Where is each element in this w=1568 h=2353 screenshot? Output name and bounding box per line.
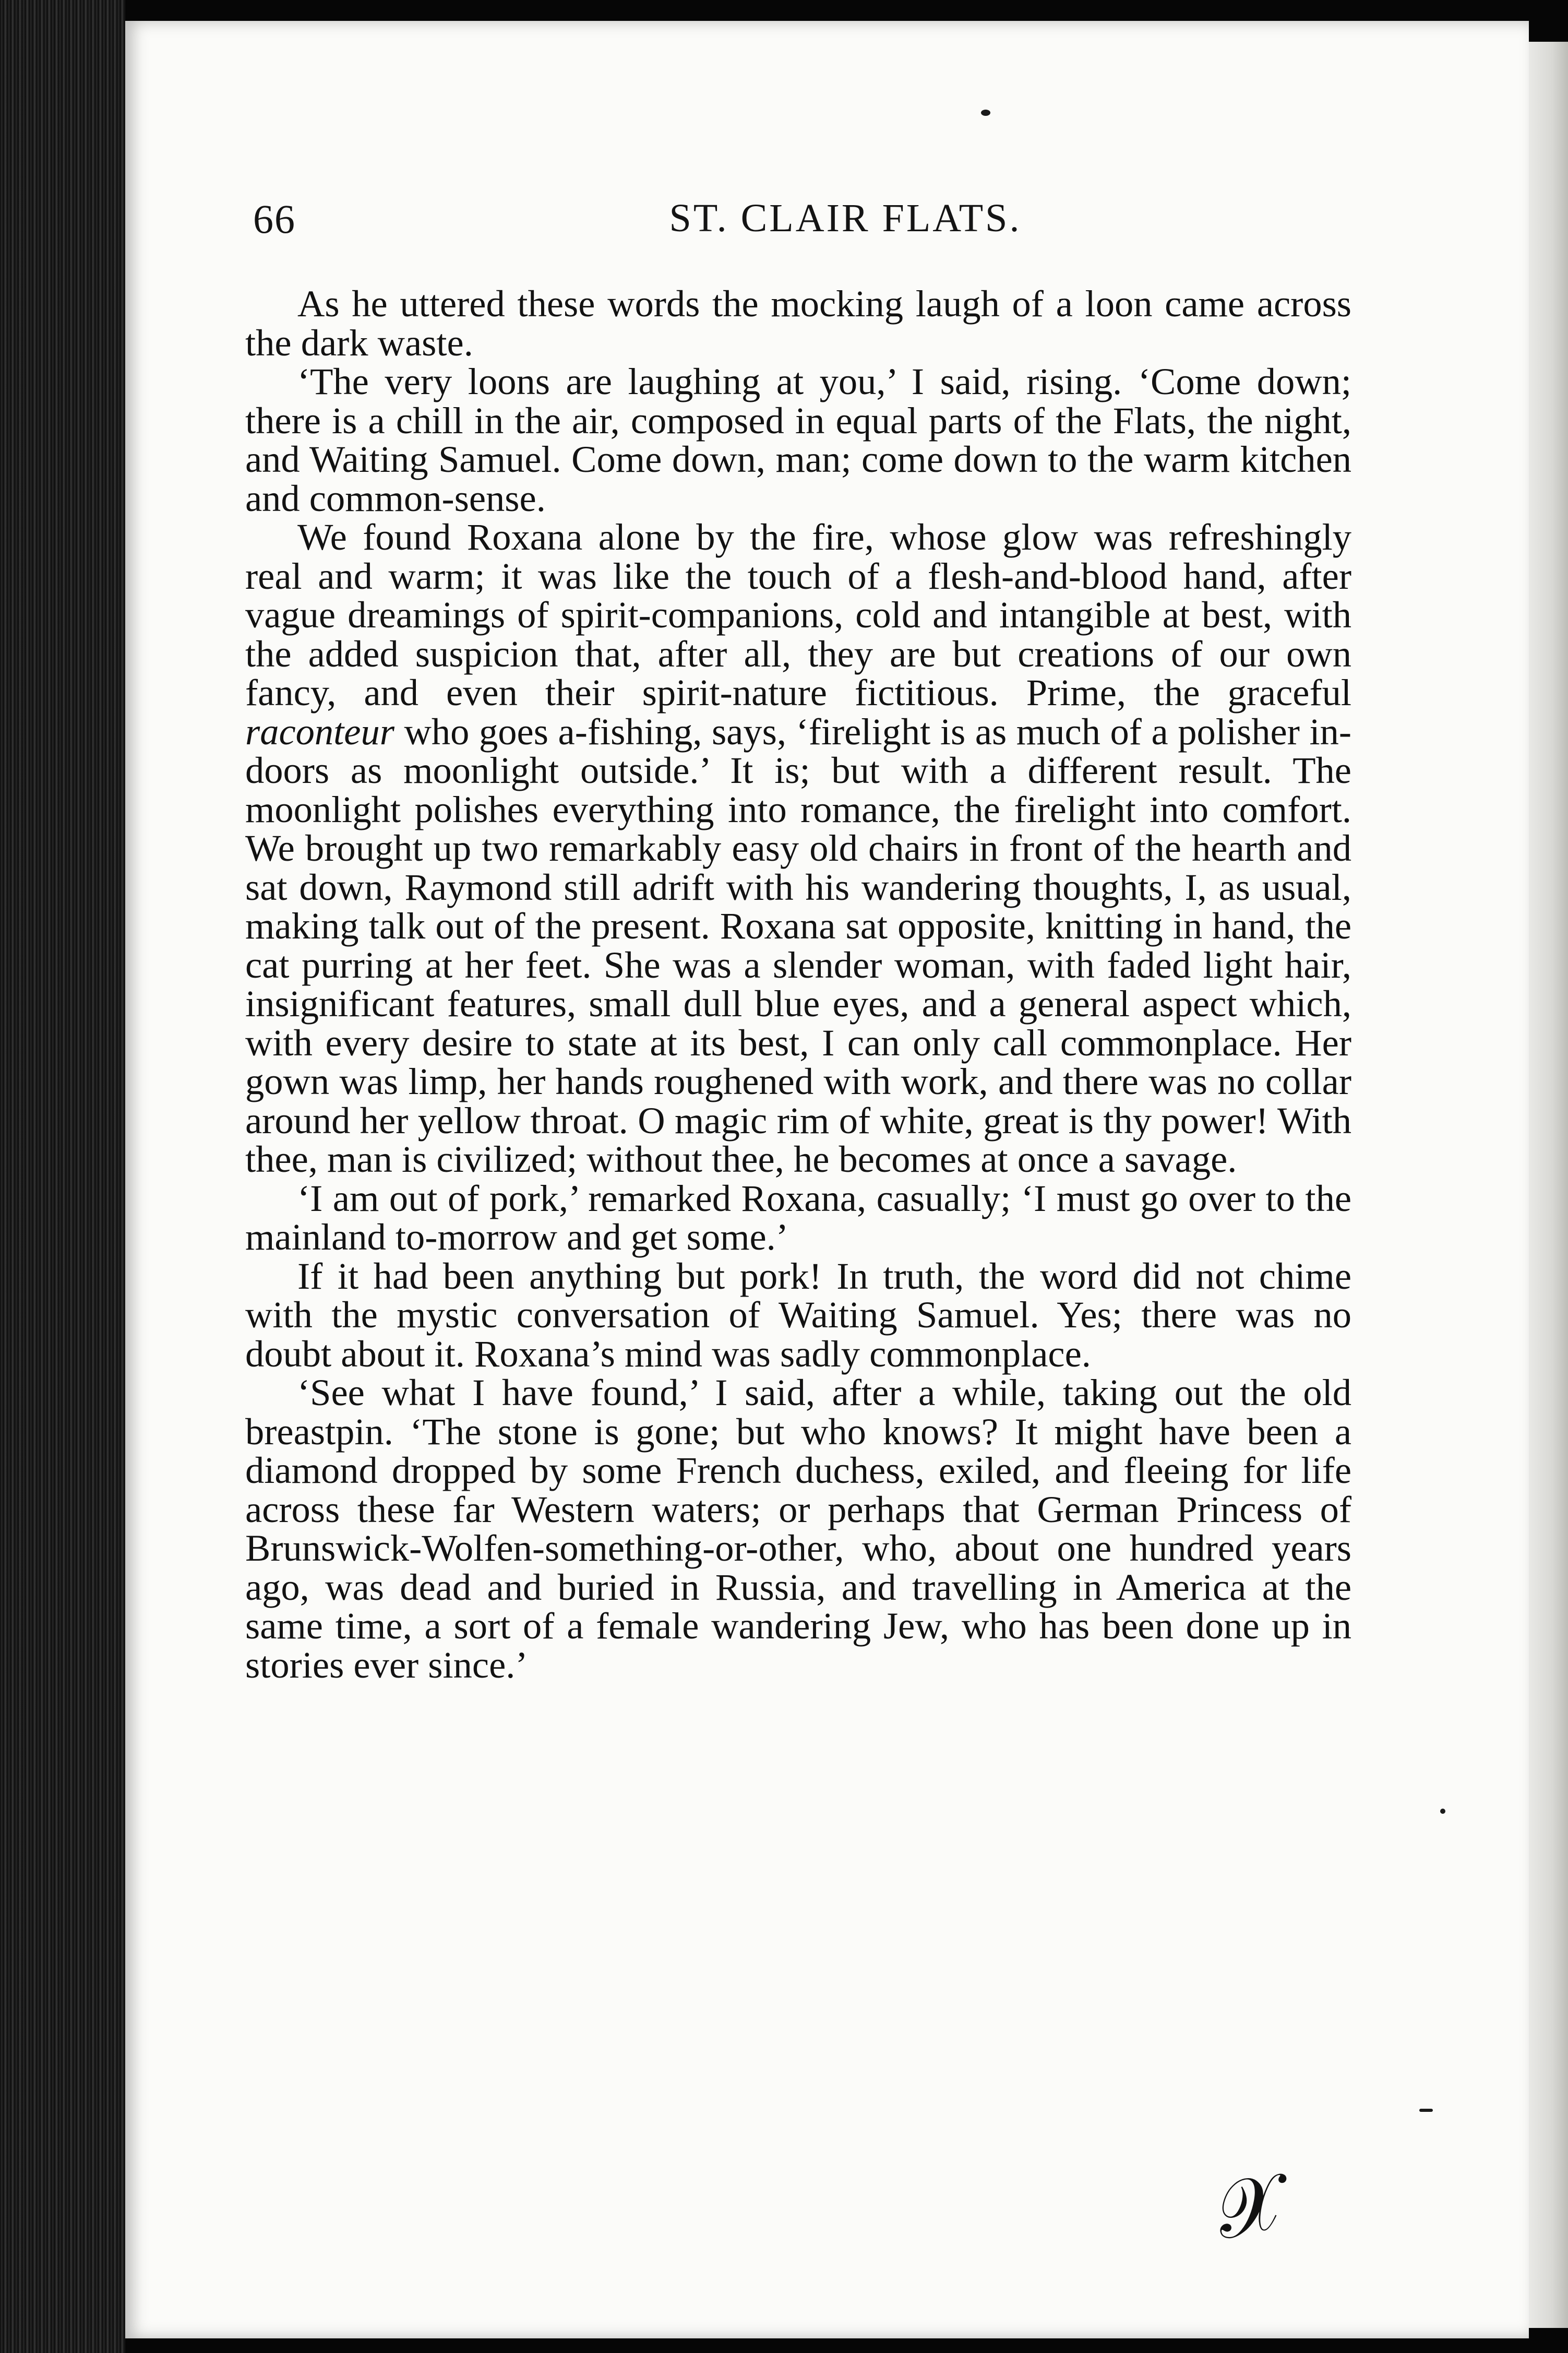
paragraph-4: ‘I am out of pork,’ remarked Roxana, casually; ‘I must go over to the mainland to-morrow and get some.’ — [245, 1176, 1351, 1258]
paragraph-1: As he uttered these words the mocking laugh of a loon came across the dark waste. — [245, 282, 1351, 364]
paragraph-5: If it had been anything but pork! In truth, the word did not chime with the mystic conversation of Waiting Samuel. Yes; there was no doubt about it. Roxana’s mind was sadly commonplace. — [245, 1254, 1351, 1375]
book-page — [125, 21, 1529, 2338]
next-page-edge — [1529, 42, 1568, 2328]
page-number: 66 — [253, 196, 296, 242]
paragraph-6: ‘See what I have found,’ I said, after a while, taking out the old breastpin. ‘The stone is gone; but who knows? It might have been a diamond dropped by some French duchess, exiled, and fleeing for life across these far Western waters; or perhaps that German Princess of Brunswick-Wolfen-something-or-other, who, about one hundred years ago, was dead and buried in Russia, and travelling in America at the same time, a sort of a female wandering Jew, who has been done up in stories ever since.’ — [245, 1371, 1351, 1686]
book-title: ST. CLAIR FLATS. — [669, 196, 1022, 240]
paragraph-2: ‘The very loons are laughing at you,’ I said, rising. ‘Come down; there is a chill in the air, composed in equal parts of the Flats, the night, and Waiting Samuel. Come down, man; come down to the warm kitchen and common-sense. — [245, 360, 1351, 519]
body-text — [245, 284, 1351, 1684]
book-binding-edge — [0, 0, 125, 2353]
pen-mark-icon: 𝒳 — [1207, 2155, 1292, 2258]
ink-speck — [981, 110, 990, 116]
paragraph-3: We found Roxana alone by the fire, whose glow was refreshingly real and warm; it was like the touch of a flesh-and-blood hand, after vague dreamings of spirit-companions, cold and intangible at best, with the added suspicion that, after all, they are but creations of our own fancy, and even their spirit-nature fictitious. Prime, the graceful raconteur who goes a-fishing, says, ‘firelight is as much of a polisher in-doors as moonlight outside.’ It is; but with a different result. The moonlight polishes everything into romance, the firelight into comfort. We brought up two remarkably easy old chairs in front of the hearth and sat down, Raymond still adrift with his wandering thoughts, I, as usual, making talk out of the present. Roxana sat opposite, knitting in hand, the cat purring at her feet. She was a slender woman, with faded light hair, insignificant features, small dull blue eyes, and a general aspect which, with every desire to state at its best, I can only call commonplace. Her gown was limp, her hands roughened with work, and there was no collar around her yellow throat. O magic rim of white, great is thy power! With thee, man is civilized; without thee, he becomes at once a savage. — [245, 516, 1351, 1180]
ink-speck — [1440, 1809, 1445, 1814]
running-head — [125, 196, 1529, 248]
italic-word: raconteur — [245, 710, 394, 753]
ink-speck — [1419, 2109, 1433, 2112]
